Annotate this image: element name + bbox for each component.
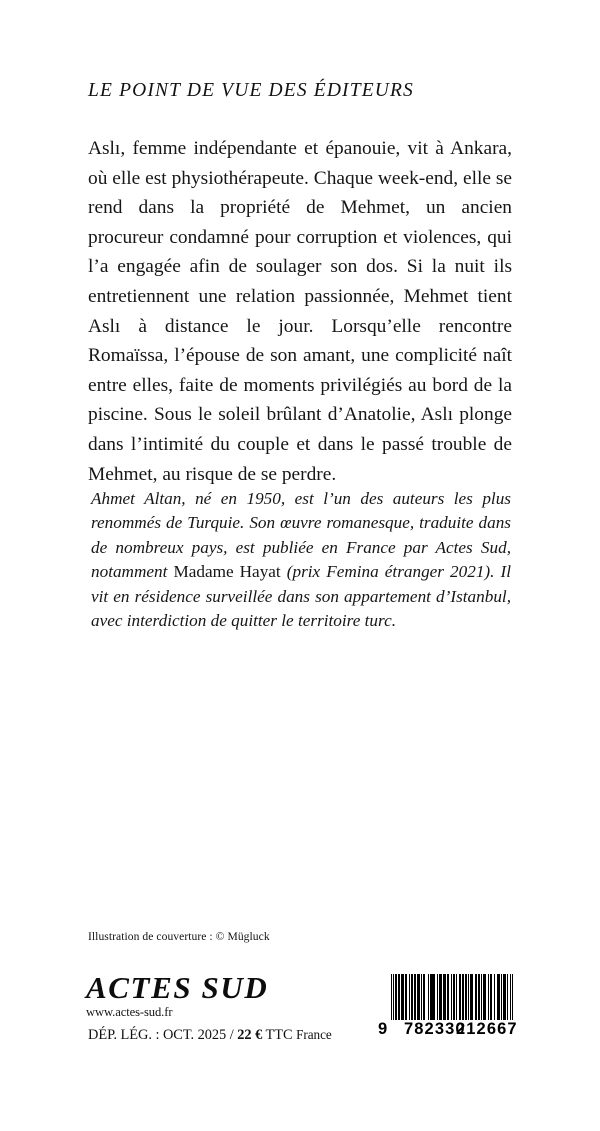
- author-book-title: Madame Hayat: [173, 562, 281, 582]
- barcode-bars: [391, 974, 513, 1020]
- legal-deposit-date: DÉP. LÉG. : OCT. 2025 /: [88, 1027, 238, 1043]
- legal-deposit-line: [88, 1027, 332, 1044]
- publisher-logo: ACTES SUD: [86, 970, 269, 1005]
- author-bio: [91, 487, 511, 633]
- editors-note-body: [88, 134, 512, 489]
- barcode-digits: [378, 1020, 518, 1039]
- barcode-lead-digit: 9: [378, 1020, 388, 1038]
- publisher-imprint: [86, 972, 366, 1020]
- isbn-barcode: [378, 974, 518, 1039]
- illustration-credit: Illustration de couverture : © Mügluck: [88, 930, 270, 943]
- price-country: France: [296, 1027, 332, 1042]
- author-bio-text-before-title: Ahmet Altan, né en 1950, est l’un des auteurs les plus renommés de Turquie. Son œuvre romanesque, traduite dans de nombreux pays, est publiée en France par Actes Sud, notamment: [91, 489, 511, 582]
- publisher-website-url: www.actes-sud.fr: [86, 1005, 173, 1019]
- author-bio-text-after-title: (prix Femina étranger 2021). Il vit en résidence surveillée dans son appartement d’Istanbul, avec interdiction de quitter le territoire turc.: [91, 562, 511, 631]
- blurb-paragraph: Aslı, femme indépendante et épanouie, vit à Ankara, où elle est physiothérapeute. Chaque week-end, elle se rend dans la propriété de Mehmet, un ancien procureur condamné pour corruption et violences, qui l’a engagée afin de soulager son dos. Si la nuit ils entretiennent une relation passionnée, Mehmet tient Aslı à distance le jour. Lorsqu’elle rencontre Romaïssa, l’épouse de son amant, une complicité naît entre elles, faite de moments privilégiés au bord de la piscine. Sous le soleil brûlant d’Anatolie, Aslı plonge dans l’intimité du couple et dans le passé trouble de Mehmet, au risque de se perdre.: [88, 138, 512, 485]
- barcode-right-group: 212667: [456, 1020, 518, 1038]
- price-value: 22 €: [237, 1027, 263, 1043]
- barcode-left-group: 782330: [404, 1020, 466, 1038]
- price-tax-label: TTC: [262, 1027, 297, 1043]
- page-title: LE POINT DE VUE DES ÉDITEURS: [88, 80, 414, 101]
- author-bio-paragraph: [91, 487, 511, 633]
